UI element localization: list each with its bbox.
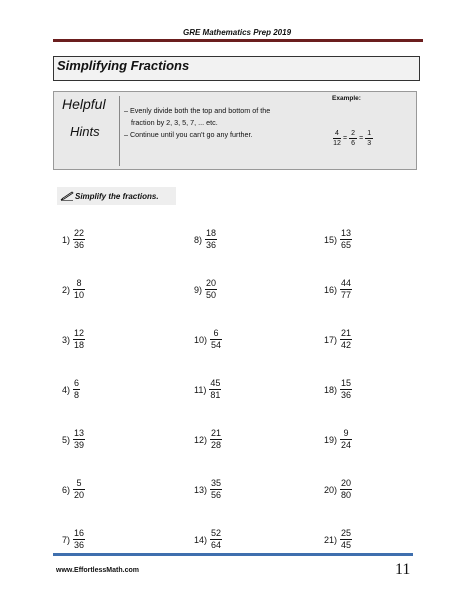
fraction: [73, 328, 85, 351]
denominator: 36: [74, 240, 85, 250]
problem-item: [194, 328, 222, 351]
problem-number: 17): [324, 334, 338, 345]
problem-number: 10): [194, 334, 208, 345]
problem-number: 2): [62, 284, 71, 295]
instruction-text: Simplify the fractions.: [75, 192, 159, 201]
fraction: [210, 328, 222, 351]
hints-divider: [119, 96, 120, 166]
denominator: 36: [74, 540, 85, 550]
example-label: Example:: [332, 95, 361, 102]
problem-item: [324, 378, 352, 401]
denominator: 54: [211, 340, 222, 350]
numerator: 13: [341, 228, 352, 238]
problem-item: [62, 278, 85, 301]
fraction: [340, 378, 352, 401]
denominator: 45: [341, 540, 352, 550]
denominator: 24: [341, 440, 352, 450]
problem-item: [62, 528, 85, 551]
numerator: 6: [213, 328, 219, 338]
numerator: 18: [206, 228, 217, 238]
denominator: 81: [210, 390, 221, 400]
problem-item: [62, 228, 85, 251]
fraction: [73, 528, 85, 551]
denominator: 3: [367, 140, 372, 147]
problem-number: 14): [194, 534, 208, 545]
denominator: 28: [211, 440, 222, 450]
problem-number: 11): [194, 384, 207, 395]
fraction: [209, 378, 221, 401]
denominator: 20: [74, 490, 85, 500]
fraction: [340, 528, 352, 551]
problem-item: [194, 478, 222, 501]
denominator: 39: [74, 440, 85, 450]
denominator: 65: [341, 240, 352, 250]
denominator: 8: [74, 390, 80, 400]
problem-number: 4): [62, 384, 71, 395]
numerator: 5: [76, 478, 82, 488]
numerator: 16: [74, 528, 85, 538]
numerator: 15: [341, 378, 352, 388]
problem-item: [62, 378, 80, 401]
problem-item: [194, 428, 222, 451]
numerator: 22: [74, 228, 85, 238]
numerator: 35: [211, 478, 222, 488]
fraction: [340, 478, 352, 501]
numerator: 20: [341, 478, 352, 488]
problem-item: [324, 228, 352, 251]
fraction: [340, 328, 352, 351]
example-fraction: [349, 129, 357, 148]
numerator: 21: [211, 428, 222, 438]
denominator: 36: [341, 390, 352, 400]
numerator: 6: [74, 378, 80, 388]
numerator: 8: [76, 278, 82, 288]
numerator: 9: [343, 428, 349, 438]
numerator: 1: [367, 130, 372, 137]
fraction: [340, 428, 352, 451]
fraction: [210, 428, 222, 451]
denominator: 64: [211, 540, 222, 550]
problem-number: 1): [62, 234, 71, 245]
numerator: 52: [211, 528, 222, 538]
problem-item: [324, 278, 352, 301]
example-equation: [333, 129, 373, 148]
equals-sign: =: [359, 135, 364, 142]
header-title: GRE Mathematics Prep 2019: [182, 28, 292, 37]
footer-divider: [53, 553, 413, 556]
numerator: 25: [341, 528, 352, 538]
problem-number: 3): [62, 334, 71, 345]
problem-item: [324, 428, 352, 451]
problem-item: [62, 428, 85, 451]
problem-item: [194, 378, 221, 401]
fraction: [210, 478, 222, 501]
pencil-icon: [60, 191, 74, 201]
fraction: [73, 378, 80, 401]
problem-item: [324, 478, 352, 501]
fraction: [73, 478, 85, 501]
header-divider: [53, 39, 423, 42]
numerator: 13: [74, 428, 85, 438]
hint-line: – Continue until you can't go any further.: [124, 130, 253, 139]
problem-number: 9): [194, 284, 203, 295]
denominator: 18: [74, 340, 85, 350]
denominator: 36: [206, 240, 217, 250]
numerator: 12: [74, 328, 85, 338]
problem-item: [62, 328, 85, 351]
numerator: 45: [210, 378, 221, 388]
problem-item: [194, 228, 217, 251]
hints-text: [124, 105, 314, 141]
equals-sign: =: [343, 135, 348, 142]
fraction: [73, 428, 85, 451]
fraction: [73, 228, 85, 251]
denominator: 12: [333, 140, 341, 147]
fraction: [340, 278, 352, 301]
hint-line: fraction by 2, 3, 5, 7, ... etc.: [131, 118, 218, 127]
problem-number: 18): [324, 384, 338, 395]
denominator: 6: [351, 140, 356, 147]
problem-number: 8): [194, 234, 203, 245]
hints-label-hints: Hints: [70, 124, 100, 139]
numerator: 2: [351, 130, 356, 137]
fraction: [340, 228, 352, 251]
problem-number: 13): [194, 484, 208, 495]
problem-item: [194, 528, 222, 551]
example-fraction: [333, 129, 341, 148]
numerator: 44: [341, 278, 352, 288]
problem-number: 16): [324, 284, 338, 295]
numerator: 20: [206, 278, 217, 288]
section-title: Simplifying Fractions: [57, 58, 190, 73]
footer-url: www.EffortlessMath.com: [56, 567, 139, 574]
problem-number: 20): [324, 484, 338, 495]
hints-label-helpful: Helpful: [62, 96, 106, 112]
fraction: [205, 228, 217, 251]
fraction: [73, 278, 85, 301]
denominator: 77: [341, 290, 352, 300]
problem-number: 12): [194, 434, 208, 445]
problem-item: [324, 528, 352, 551]
denominator: 56: [211, 490, 222, 500]
fraction: [205, 278, 217, 301]
denominator: 10: [74, 290, 85, 300]
numerator: 4: [335, 130, 339, 137]
problem-item: [62, 478, 85, 501]
denominator: 50: [206, 290, 217, 300]
problem-number: 15): [324, 234, 338, 245]
problem-number: 19): [324, 434, 338, 445]
fraction: [210, 528, 222, 551]
problem-item: [194, 278, 217, 301]
problem-number: 21): [324, 534, 338, 545]
problem-item: [324, 328, 352, 351]
problem-number: 5): [62, 434, 71, 445]
hint-line: – Evenly divide both the top and bottom of the: [124, 106, 271, 115]
page-number: 11: [395, 561, 411, 578]
example-fraction: [365, 129, 373, 148]
denominator: 80: [341, 490, 352, 500]
denominator: 42: [341, 340, 352, 350]
numerator: 21: [341, 328, 352, 338]
problem-number: 7): [62, 534, 71, 545]
problem-number: 6): [62, 484, 71, 495]
